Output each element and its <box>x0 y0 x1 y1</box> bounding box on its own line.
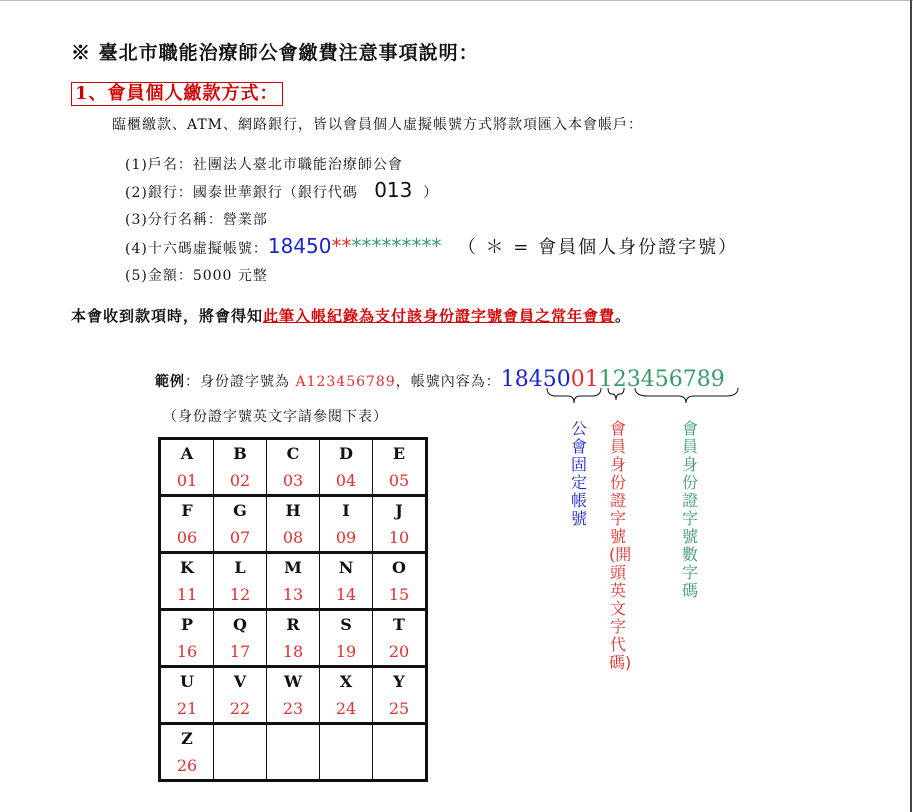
code-cell <box>214 752 267 781</box>
virtual-account-label: (4)十六碼虛擬帳號： <box>125 241 268 257</box>
notice-emphasis: 此筆入帳紀錄為支付該身份證字號會員之常年會費 <box>263 307 616 325</box>
letter-cell: W <box>267 667 320 696</box>
page-top-edge <box>0 0 913 1</box>
annotation-letter: 會員身份證字號(開頭英文字代碼) <box>609 419 632 672</box>
example-id-value: A123456789 <box>295 374 396 390</box>
table-code-row <box>160 467 427 496</box>
letter-cell: Q <box>214 610 267 639</box>
table-note: （身份證字號英文字請參閱下表） <box>163 409 388 425</box>
code-cell: 16 <box>160 638 214 667</box>
code-cell <box>373 752 427 781</box>
code-cell: 24 <box>320 695 373 724</box>
code-cell: 18 <box>267 638 320 667</box>
letter-cell: C <box>267 439 320 468</box>
letter-cell: U <box>160 667 214 696</box>
letter-cell: X <box>320 667 373 696</box>
letter-cell: H <box>267 496 320 525</box>
table-letter-row <box>160 724 427 753</box>
amount-item: (5)金額：5000 元整 <box>125 268 268 284</box>
brace-digits <box>635 388 738 403</box>
letter-cell: K <box>160 553 214 582</box>
example-id-label: ：身份證字號為 <box>185 374 290 390</box>
section-1-heading: 1、會員個人繳款方式： <box>71 82 283 106</box>
letter-cell: Y <box>373 667 427 696</box>
letter-cell: B <box>214 439 267 468</box>
code-cell: 09 <box>320 524 373 553</box>
code-cell: 01 <box>160 467 214 496</box>
code-cell: 04 <box>320 467 373 496</box>
example-account-label: ，帳號內容為： <box>395 374 501 390</box>
letter-cell: R <box>267 610 320 639</box>
page-right-edge <box>910 0 912 812</box>
letter-cell: L <box>214 553 267 582</box>
letter-cell <box>267 724 320 753</box>
code-cell: 02 <box>214 467 267 496</box>
code-cell: 17 <box>214 638 267 667</box>
code-cell: 20 <box>373 638 427 667</box>
code-cell: 26 <box>160 752 214 781</box>
payment-intro: 臨櫃繳款、ATM、網路銀行，皆以會員個人虛擬帳號方式將款項匯入本會帳戶： <box>112 117 644 133</box>
annotation-digits: 會員身份證字號數字碼 <box>681 419 698 600</box>
bank-item <box>125 178 438 202</box>
example-braces <box>540 386 750 408</box>
code-cell: 07 <box>214 524 267 553</box>
bank-label: (2)銀行：國泰世華銀行（銀行代碼 <box>125 185 358 201</box>
branch-item: (3)分行名稱：營業部 <box>125 212 268 228</box>
code-cell: 05 <box>373 467 427 496</box>
table-code-row <box>160 638 427 667</box>
notice-suffix: 。 <box>615 307 632 325</box>
code-cell: 03 <box>267 467 320 496</box>
code-cell: 10 <box>373 524 427 553</box>
letter-cell: S <box>320 610 373 639</box>
letter-cell <box>214 724 267 753</box>
letter-cell: E <box>373 439 427 468</box>
brace-letter <box>608 388 624 400</box>
letter-cell: O <box>373 553 427 582</box>
table-code-row <box>160 524 427 553</box>
example-label: 範例 <box>155 374 185 390</box>
page-title: ※ 臺北市職能治療師公會繳費注意事項說明： <box>71 42 479 64</box>
code-cell: 14 <box>320 581 373 610</box>
virtual-account-item <box>125 233 738 259</box>
code-cell <box>320 752 373 781</box>
account-name-item: (1)戶名：社團法人臺北市職能治療師公會 <box>125 157 403 173</box>
example-letter-part: 01 <box>570 367 599 392</box>
example-digit-part: 123456789 <box>598 367 725 392</box>
table-letter-row <box>160 439 427 468</box>
code-cell: 23 <box>267 695 320 724</box>
letter-cell: A <box>160 439 214 468</box>
letter-cell: Z <box>160 724 214 753</box>
virtual-account-fixed: 18450 <box>267 234 332 258</box>
bank-close: ） <box>423 185 439 201</box>
annotation-fixed: 公會固定帳號 <box>570 419 587 528</box>
letter-cell: I <box>320 496 373 525</box>
table-letter-row <box>160 667 427 696</box>
code-cell: 19 <box>320 638 373 667</box>
code-cell: 12 <box>214 581 267 610</box>
table-code-row <box>160 752 427 781</box>
code-cell: 08 <box>267 524 320 553</box>
code-cell: 21 <box>160 695 214 724</box>
code-cell: 06 <box>160 524 214 553</box>
letter-cell <box>320 724 373 753</box>
letter-cell: V <box>214 667 267 696</box>
letter-cell: T <box>373 610 427 639</box>
letter-cell: G <box>214 496 267 525</box>
brace-fixed <box>547 388 601 403</box>
example-fixed-part: 18450 <box>500 367 571 392</box>
letter-cell: D <box>320 439 373 468</box>
code-cell <box>267 752 320 781</box>
code-cell: 15 <box>373 581 427 610</box>
letter-code-table <box>158 437 428 782</box>
notice-prefix: 本會收到款項時，將會得知 <box>71 307 264 325</box>
letter-cell: P <box>160 610 214 639</box>
code-cell: 25 <box>373 695 427 724</box>
letter-cell <box>373 724 427 753</box>
virtual-account-letter: ** <box>331 234 352 258</box>
table-code-row <box>160 695 427 724</box>
bank-code: 013 <box>374 178 413 202</box>
table-letter-row <box>160 496 427 525</box>
letter-cell: J <box>373 496 427 525</box>
table-letter-row <box>160 553 427 582</box>
virtual-account-digits: ********* <box>351 234 442 258</box>
table-code-row <box>160 581 427 610</box>
virtual-account-note: （ ＊ = 會員個人身份證字號） <box>457 237 739 258</box>
table-letter-row <box>160 610 427 639</box>
code-cell: 11 <box>160 581 214 610</box>
letter-cell: M <box>267 553 320 582</box>
letter-cell: F <box>160 496 214 525</box>
letter-cell: N <box>320 553 373 582</box>
payment-notice <box>71 305 631 326</box>
code-cell: 22 <box>214 695 267 724</box>
code-cell: 13 <box>267 581 320 610</box>
